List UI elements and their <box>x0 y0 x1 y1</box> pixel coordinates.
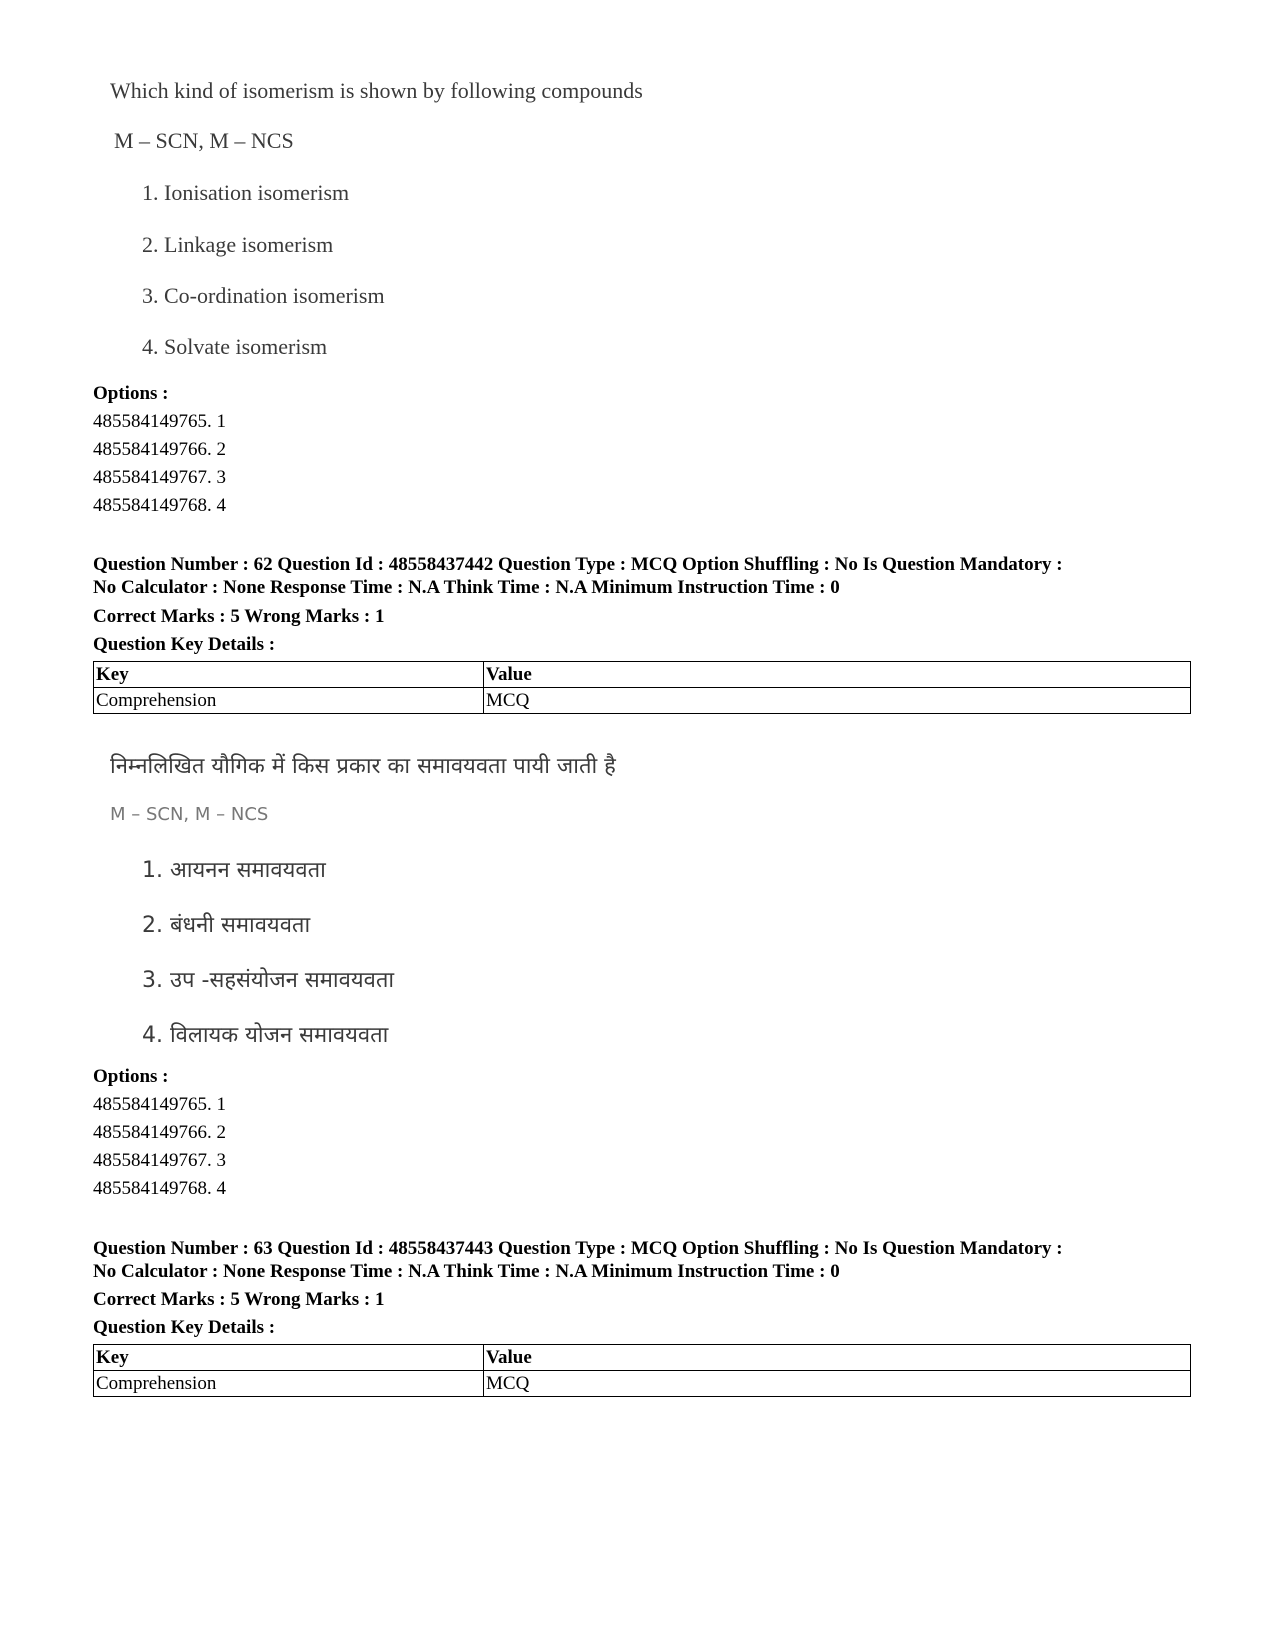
option-item: 485584149768. 4 <box>93 495 226 516</box>
question-header-line2: No Calculator : None Response Time : N.A Think Time : N.A Minimum Instruction Time : 0 <box>93 577 840 598</box>
choice-1: 1. आयनन समावयवता <box>142 858 326 883</box>
choice-3: 3. उप -सहसंयोजन समावयवता <box>142 968 395 993</box>
question-header-line2: No Calculator : None Response Time : N.A Think Time : N.A Minimum Instruction Time : 0 <box>93 1261 840 1282</box>
marks-line: Correct Marks : 5 Wrong Marks : 1 <box>93 1289 385 1310</box>
table-cell-key: Comprehension <box>94 688 484 714</box>
option-item: 485584149766. 2 <box>93 1122 226 1143</box>
question-text-hindi: निम्नलिखित यौगिक में किस प्रकार का समावयवता पायी जाती है <box>110 754 616 779</box>
choice-2: 2. Linkage isomerism <box>142 232 334 257</box>
table-header-key: Key <box>94 1345 484 1371</box>
choice-1: 1. Ionisation isomerism <box>142 180 350 205</box>
key-details-table <box>93 661 1191 714</box>
options-block <box>93 1063 226 1203</box>
question-header-line1: Question Number : 62 Question Id : 48558437442 Question Type : MCQ Option Shuffling : No Is Question Mandatory : <box>93 554 1063 575</box>
question-header <box>93 553 1193 599</box>
options-label: Options : <box>93 1066 169 1087</box>
question-header <box>93 1237 1193 1283</box>
choice-3: 3. Co-ordination isomerism <box>142 283 385 308</box>
question-formula: M – SCN, M – NCS <box>110 804 269 825</box>
table-cell-key: Comprehension <box>94 1371 484 1397</box>
options-block <box>93 380 226 520</box>
question-text: Which kind of isomerism is shown by following compounds <box>110 78 643 103</box>
key-details-label: Question Key Details : <box>93 1317 276 1338</box>
table-cell-value: MCQ <box>484 688 1191 714</box>
table-header-row <box>94 662 1191 688</box>
question-formula: M – SCN, M – NCS <box>114 128 294 153</box>
table-cell-value: MCQ <box>484 1371 1191 1397</box>
option-item: 485584149766. 2 <box>93 439 226 460</box>
table-header-value: Value <box>484 1345 1191 1371</box>
marks-line: Correct Marks : 5 Wrong Marks : 1 <box>93 606 385 627</box>
option-item: 485584149765. 1 <box>93 411 226 432</box>
table-row <box>94 1371 1191 1397</box>
table-row <box>94 688 1191 714</box>
options-label: Options : <box>93 383 169 404</box>
option-item: 485584149767. 3 <box>93 467 226 488</box>
table-header-value: Value <box>484 662 1191 688</box>
key-details-table <box>93 1344 1191 1397</box>
option-item: 485584149765. 1 <box>93 1094 226 1115</box>
table-header-key: Key <box>94 662 484 688</box>
choice-2: 2. बंधनी समावयवता <box>142 913 311 938</box>
choice-4: 4. विलायक योजन समावयवता <box>142 1023 389 1048</box>
option-item: 485584149767. 3 <box>93 1150 226 1171</box>
table-header-row <box>94 1345 1191 1371</box>
option-item: 485584149768. 4 <box>93 1178 226 1199</box>
question-header-line1: Question Number : 63 Question Id : 48558437443 Question Type : MCQ Option Shuffling : No Is Question Mandatory : <box>93 1238 1063 1259</box>
key-details-label: Question Key Details : <box>93 634 276 655</box>
choice-4: 4. Solvate isomerism <box>142 334 328 359</box>
